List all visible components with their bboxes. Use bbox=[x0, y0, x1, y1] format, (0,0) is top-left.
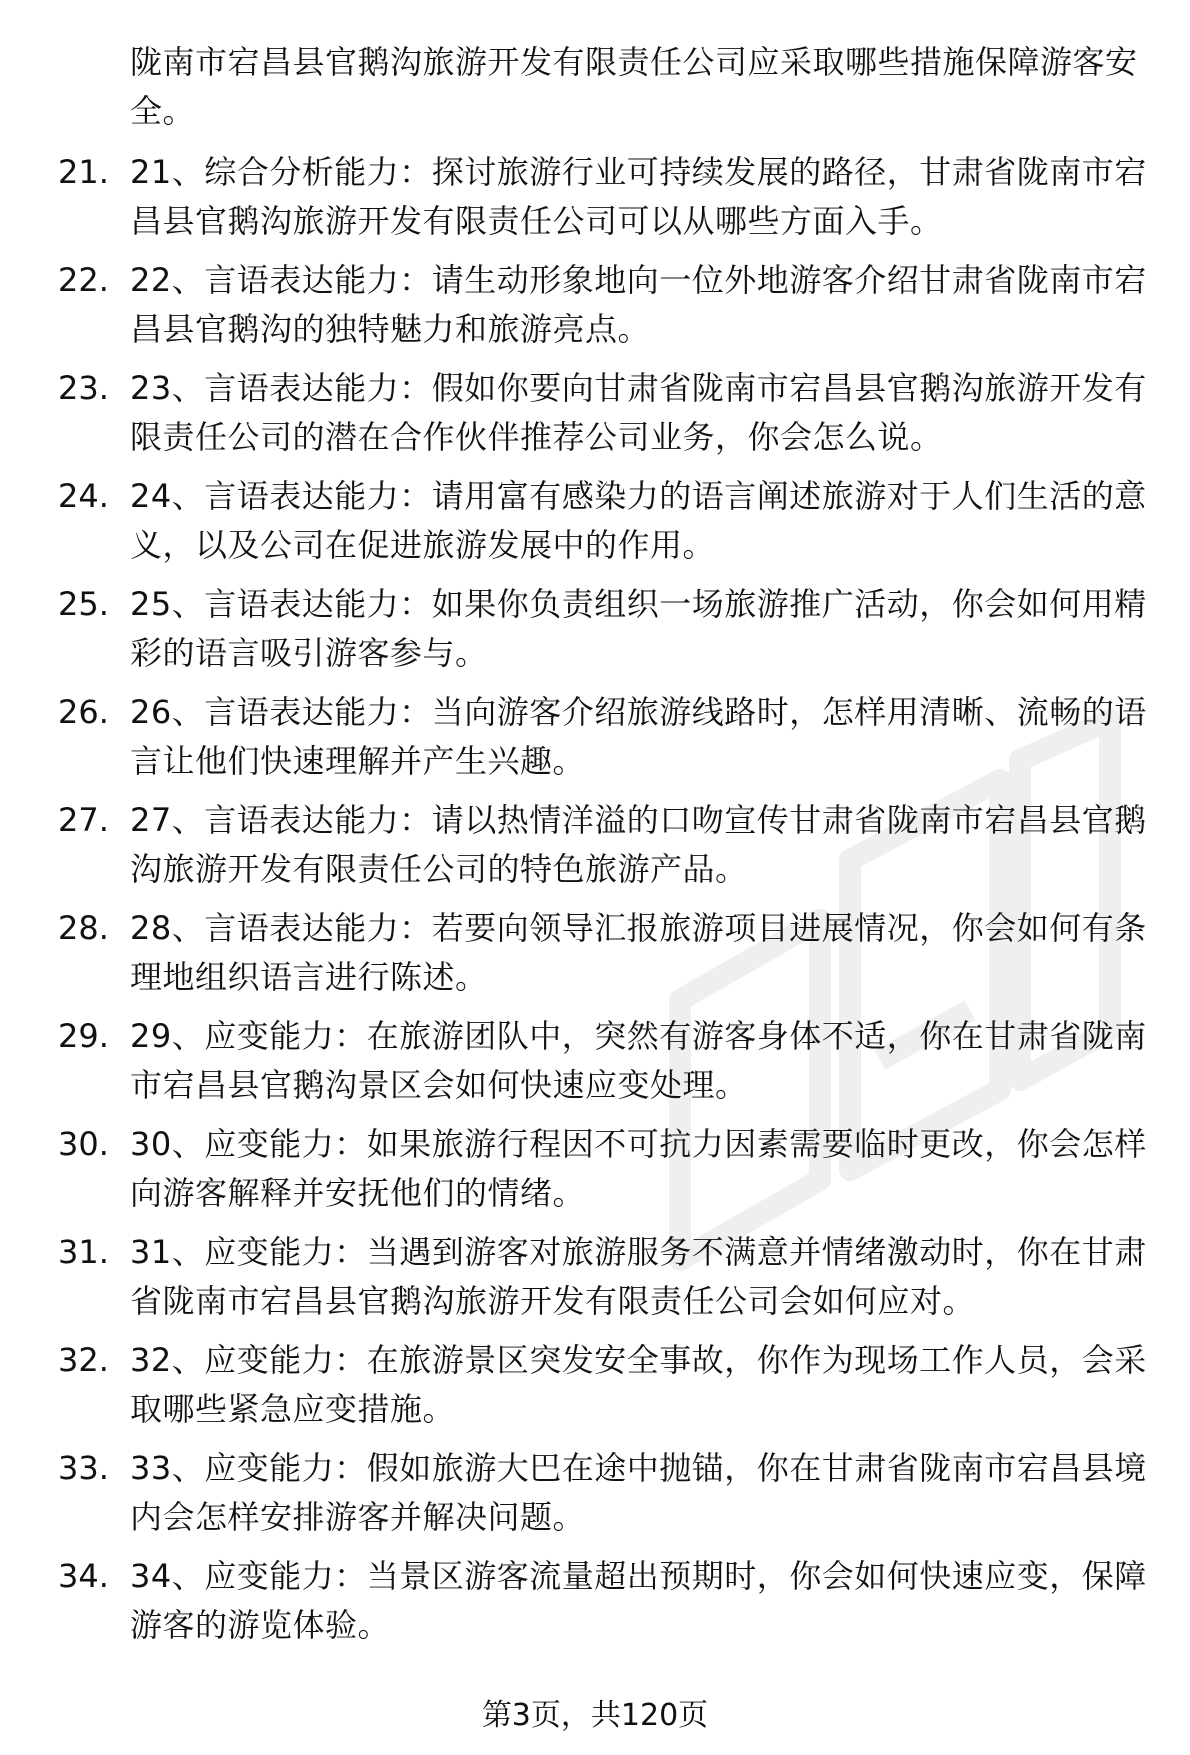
question-number: 21. bbox=[58, 153, 109, 191]
question-item bbox=[58, 256, 1148, 354]
question-list bbox=[58, 148, 1148, 1650]
question-item bbox=[58, 580, 1148, 678]
question-text: 34、应变能力：当景区游客流量超出预期时，你会如何快速应变，保障游客的游览体验。 bbox=[130, 1557, 1147, 1644]
question-text: 29、应变能力：在旅游团队中，突然有游客身体不适，你在甘肃省陇南市宕昌县官鹅沟景区会如何快速应变处理。 bbox=[130, 1017, 1147, 1104]
question-number: 33. bbox=[58, 1449, 109, 1487]
question-number: 28. bbox=[58, 909, 109, 947]
question-text: 25、言语表达能力：如果你负责组织一场旅游推广活动，你会如何用精彩的语言吸引游客参与。 bbox=[130, 585, 1147, 672]
question-number: 23. bbox=[58, 369, 109, 407]
question-item bbox=[58, 1012, 1148, 1110]
question-text: 22、言语表达能力：请生动形象地向一位外地游客介绍甘肃省陇南市宕昌县官鹅沟的独特魅力和旅游亮点。 bbox=[130, 261, 1147, 348]
question-item bbox=[58, 1552, 1148, 1650]
document-body bbox=[58, 38, 1148, 1660]
question-number: 24. bbox=[58, 477, 109, 515]
question-text: 28、言语表达能力：若要向领导汇报旅游项目进展情况，你会如何有条理地组织语言进行陈述。 bbox=[130, 909, 1147, 996]
question-item bbox=[58, 148, 1148, 246]
page-footer: 第3页，共120页 bbox=[481, 1698, 709, 1733]
question-item bbox=[58, 1336, 1148, 1434]
question-number: 30. bbox=[58, 1125, 109, 1163]
question-number: 29. bbox=[58, 1017, 109, 1055]
question-number: 22. bbox=[58, 261, 109, 299]
question-item bbox=[58, 364, 1148, 462]
question-text: 31、应变能力：当遇到游客对旅游服务不满意并情绪激动时，你在甘肃省陇南市宕昌县官鹅沟旅游开发有限责任公司会如何应对。 bbox=[130, 1233, 1147, 1320]
question-text: 32、应变能力：在旅游景区突发安全事故，你作为现场工作人员，会采取哪些紧急应变措施。 bbox=[130, 1341, 1147, 1428]
question-item bbox=[58, 796, 1148, 894]
continued-question-text: 陇南市宕昌县官鹅沟旅游开发有限责任公司应采取哪些措施保障游客安全。 bbox=[130, 43, 1138, 130]
question-text: 24、言语表达能力：请用富有感染力的语言阐述旅游对于人们生活的意义，以及公司在促进旅游发展中的作用。 bbox=[130, 477, 1147, 564]
question-text: 27、言语表达能力：请以热情洋溢的口吻宣传甘肃省陇南市宕昌县官鹅沟旅游开发有限责任公司的特色旅游产品。 bbox=[130, 801, 1147, 888]
question-text: 26、言语表达能力：当向游客介绍旅游线路时，怎样用清晰、流畅的语言让他们快速理解并产生兴趣。 bbox=[130, 693, 1147, 780]
question-number: 31. bbox=[58, 1233, 109, 1271]
question-item bbox=[58, 1444, 1148, 1542]
question-item bbox=[58, 904, 1148, 1002]
question-number: 25. bbox=[58, 585, 109, 623]
question-item bbox=[58, 1120, 1148, 1218]
question-text: 23、言语表达能力：假如你要向甘肃省陇南市宕昌县官鹅沟旅游开发有限责任公司的潜在合作伙伴推荐公司业务，你会怎么说。 bbox=[130, 369, 1147, 456]
question-number: 32. bbox=[58, 1341, 109, 1379]
question-item bbox=[58, 1228, 1148, 1326]
question-text: 33、应变能力：假如旅游大巴在途中抛锚，你在甘肃省陇南市宕昌县境内会怎样安排游客并解决问题。 bbox=[130, 1449, 1147, 1536]
question-text: 30、应变能力：如果旅游行程因不可抗力因素需要临时更改，你会怎样向游客解释并安抚他们的情绪。 bbox=[130, 1125, 1147, 1212]
question-text: 21、综合分析能力：探讨旅游行业可持续发展的路径，甘肃省陇南市宕昌县官鹅沟旅游开发有限责任公司可以从哪些方面入手。 bbox=[130, 153, 1147, 240]
question-number: 26. bbox=[58, 693, 109, 731]
question-number: 27. bbox=[58, 801, 109, 839]
question-item bbox=[58, 472, 1148, 570]
question-item bbox=[58, 688, 1148, 786]
question-number: 34. bbox=[58, 1557, 109, 1595]
